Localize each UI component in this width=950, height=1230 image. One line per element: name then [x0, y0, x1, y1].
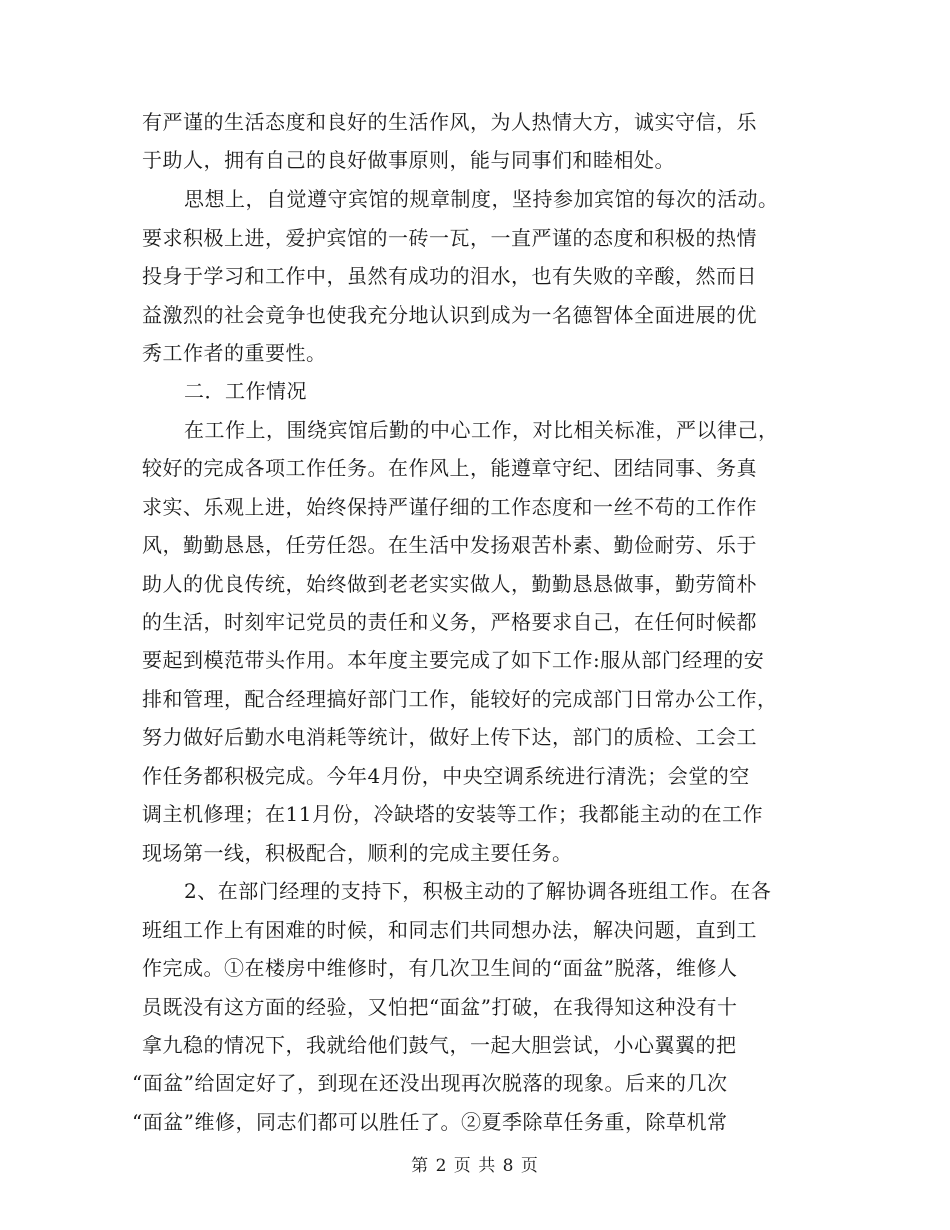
text-line: 拿九稳的情况下，我就给他们鼓气，一起大胆尝试，小心翼翼的把: [142, 1033, 737, 1057]
text-line: 益激烈的社会竟争也使我充分地认识到成为一名德智体全面进展的优: [142, 303, 757, 327]
text-line: 调主机修理；在11月份，冷缺塔的安装等工作；我都能主动的在工作: [142, 802, 763, 826]
text-line: “面盆”给固定好了，到现在还没出现再次脱落的现象。后来的几次: [132, 1071, 728, 1095]
text-line: 努力做好后勤水电消耗等统计，做好上传下达，部门的质检、工会工: [142, 725, 757, 749]
text-line: 要求积极上进，爱护宾馆的一砖一瓦，一直严谨的态度和积极的热情: [142, 226, 757, 250]
text-line: 风，勤勤恳恳，任劳任怨。在生活中发扬艰苦朴素、勤俭耐劳、乐于: [142, 533, 757, 557]
text-line: 于助人，拥有自己的良好做事原则，能与同事们和睦相处。: [142, 148, 675, 172]
text-line: 较好的完成各项工作任务。在作风上，能遵章守纪、团结同事、务真: [142, 456, 757, 480]
text-line: 作任务都积极完成。今年4月份，中央空调系统进行清洗；会堂的空: [142, 764, 750, 788]
text-line: 排和管理，配合经理搞好部门工作，能较好的完成部门日常办公工作，: [142, 687, 778, 711]
text-line: 在工作上，围绕宾馆后勤的中心工作，对比相关标准，严以律己，: [184, 418, 779, 442]
text-line: 投身于学习和工作中，虽然有成功的泪水，也有失败的辛酸，然而日: [142, 264, 757, 288]
text-line: 的生活，时刻牢记党员的责任和义务，严格要求自己，在任何时候都: [142, 610, 757, 634]
text-line: “面盆”维修，同志们都可以胜任了。②夏季除草任务重，除草机常: [132, 1110, 728, 1134]
text-line: 有严谨的生活态度和良好的生活作风，为人热情大方，诚实守信，乐: [142, 110, 757, 134]
text-line: 秀工作者的重要性。: [142, 341, 327, 365]
text-line: 思想上，自觉遵守宾馆的规章制度，坚持参加宾馆的每次的活动。: [184, 187, 779, 211]
page-footer: 第 2 页 共 8 页: [411, 1156, 539, 1176]
text-line: 助人的优良传统，始终做到老老实实做人，勤勤恳恳做事，勤劳简朴: [142, 572, 757, 596]
text-line: 班组工作上有困难的时候，和同志们共同想办法，解决问题，直到工: [142, 918, 757, 942]
text-line: 员既没有这方面的经验，又怕把“面盆”打破，在我得知这种没有十: [142, 995, 738, 1019]
text-line: 要起到模范带头作用。本年度主要完成了如下工作:服从部门经理的安: [142, 648, 765, 672]
text-line: 2、在部门经理的支持下，积极主动的了解协调各班组工作。在各: [184, 879, 772, 903]
section-heading: 二．工作情况: [184, 379, 307, 403]
text-line: 求实、乐观上进，始终保持严谨仔细的工作态度和一丝不苟的工作作: [142, 495, 757, 519]
text-line: 现场第一线，积极配合，顺利的完成主要任务。: [142, 841, 573, 865]
text-line: 作完成。①在楼房中维修时，有几次卫生间的“面盆”脱落，维修人: [142, 956, 738, 980]
